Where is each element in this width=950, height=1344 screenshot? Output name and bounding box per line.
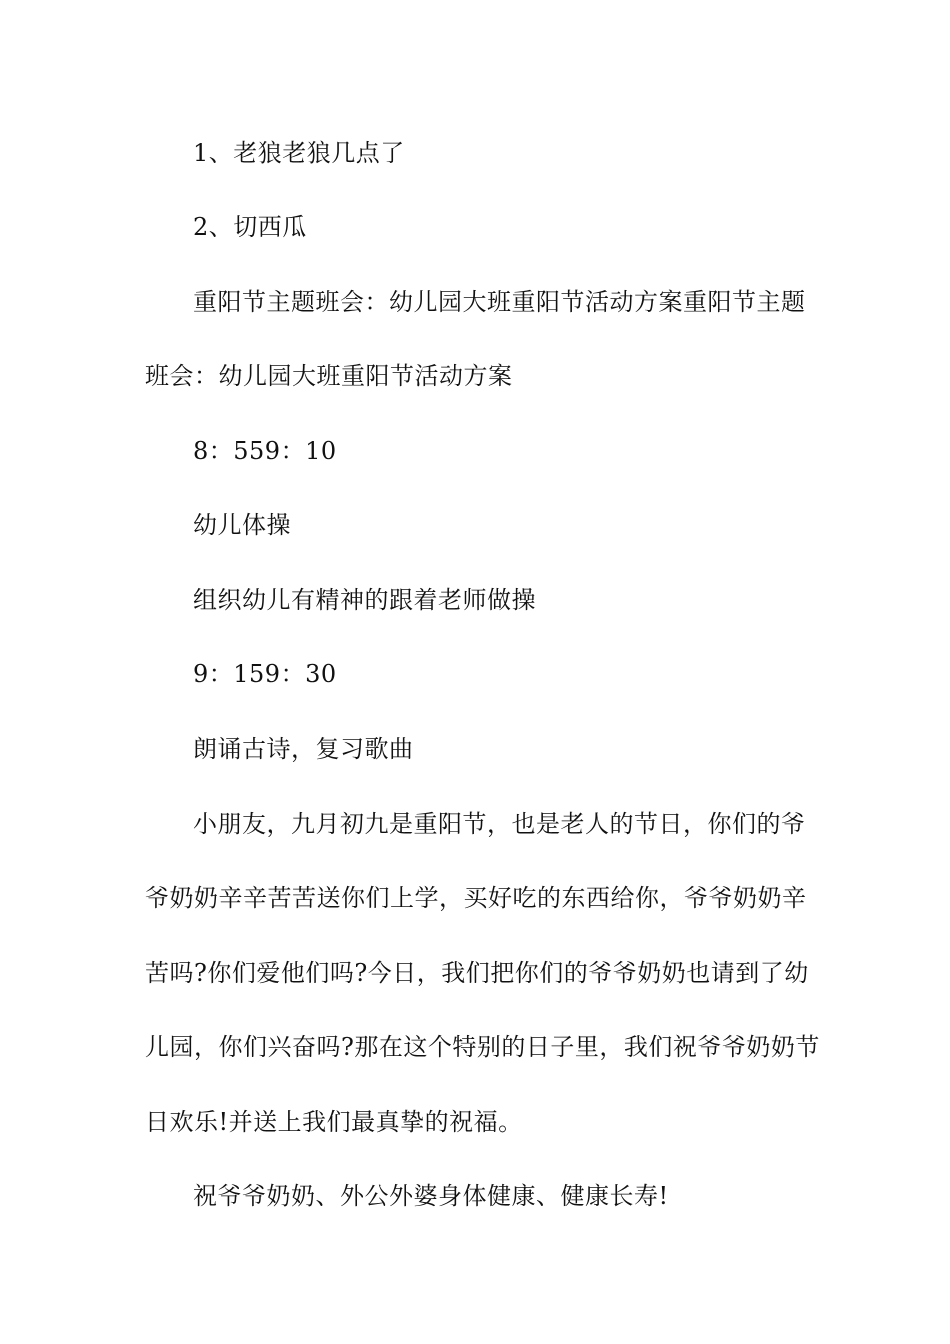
paragraph-line-3: 苦吗?你们爱他们吗?今日，我们把你们的爷爷奶奶也请到了幼 [145,959,809,987]
schedule-time-1: 8：559：10 [193,437,337,465]
schedule-activity-1: 幼儿体操 [193,511,291,539]
paragraph-line-2: 爷奶奶辛辛苦苦送你们上学，买好吃的东西给你，爷爷奶奶辛 [145,884,807,912]
schedule-time-2: 9：159：30 [193,660,337,688]
paragraph-line-1: 小朋友，九月初九是重阳节，也是老人的节日，你们的爷 [193,810,806,838]
list-item-game-2: 2、切西瓜 [193,213,307,241]
section-heading-line-2: 班会：幼儿园大班重阳节活动方案 [145,362,513,390]
paragraph-line-5: 日欢乐!并送上我们最真挚的祝福。 [145,1108,523,1136]
paragraph-line-4: 儿园，你们兴奋吗?那在这个特别的日子里，我们祝爷爷奶奶节 [145,1033,820,1061]
schedule-activity-2: 朗诵古诗，复习歌曲 [193,735,414,763]
schedule-description-1: 组织幼儿有精神的跟着老师做操 [193,586,536,614]
closing-wish: 祝爷爷奶奶、外公外婆身体健康、健康长寿! [193,1182,669,1210]
list-item-game-1: 1、老狼老狼几点了 [193,139,405,167]
section-heading-line-1: 重阳节主题班会：幼儿园大班重阳节活动方案重阳节主题 [193,288,806,316]
